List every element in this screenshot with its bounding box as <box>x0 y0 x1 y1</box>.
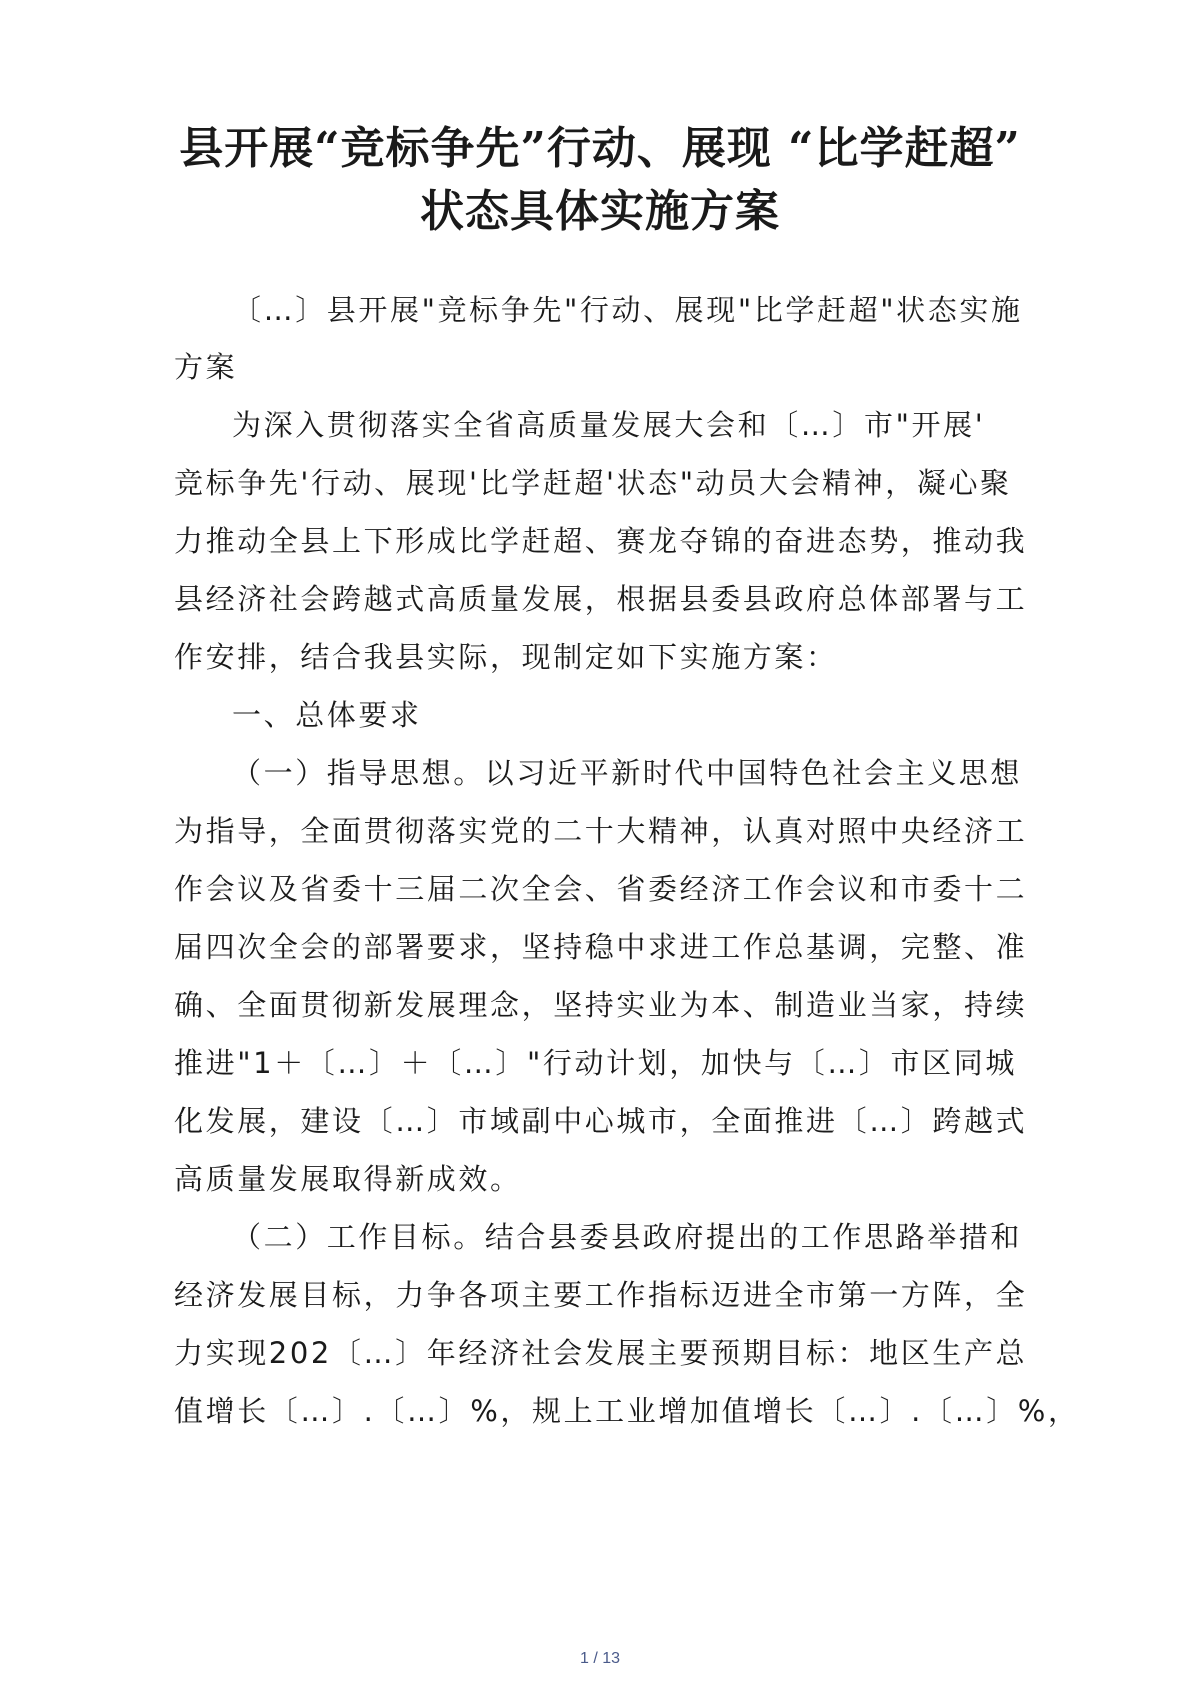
body-line-1: 〔…〕县开展"竞标争先"行动、展现"比学赶超"状态实施 <box>232 293 1023 327</box>
body-line-10: 为指导，全面贯彻落实党的二十大精神，认真对照中央经济工 <box>174 814 1028 848</box>
body-line-3: 为深入贯彻落实全省高质量发展大会和〔…〕市"开展' <box>232 408 986 442</box>
body-line-12: 届四次全会的部署要求，坚持稳中求进工作总基调，完整、准 <box>174 930 1028 964</box>
body-line-14: 推进"1＋〔…〕＋〔…〕"行动计划，加快与〔…〕市区同城 <box>174 1046 1017 1080</box>
page-indicator: 1 / 13 <box>579 1650 621 1667</box>
body-line-2: 方案 <box>174 350 238 384</box>
body-line-20: 值增长〔…〕.〔…〕%，规上工业增加值增长〔…〕.〔…〕%， <box>174 1394 1080 1428</box>
document-title-line-2: 状态具体实施方案 <box>420 186 780 237</box>
body-line-19: 力实现202〔…〕年经济社会发展主要预期目标：地区生产总 <box>174 1336 1028 1370</box>
body-line-16: 高质量发展取得新成效。 <box>174 1162 522 1196</box>
body-line-6: 县经济社会跨越式高质量发展，根据县委县政府总体部署与工 <box>174 582 1028 616</box>
body-line-5: 力推动全县上下形成比学赶超、赛龙夺锦的奋进态势，推动我 <box>174 524 1028 558</box>
body-line-11: 作会议及省委十三届二次全会、省委经济工作会议和市委十二 <box>174 872 1028 906</box>
section-heading-1: 一、总体要求 <box>232 698 422 732</box>
body-line-17: （二）工作目标。结合县委县政府提出的工作思路举措和 <box>232 1220 1023 1254</box>
body-line-13: 确、全面贯彻新发展理念，坚持实业为本、制造业当家，持续 <box>174 988 1028 1022</box>
body-line-15: 化发展，建设〔…〕市域副中心城市，全面推进〔…〕跨越式 <box>174 1104 1028 1138</box>
body-line-4: 竞标争先'行动、展现'比学赶超'状态"动员大会精神，凝心聚 <box>174 466 1012 500</box>
body-line-9: （一）指导思想。以习近平新时代中国特色社会主义思想 <box>232 756 1023 790</box>
body-line-18: 经济发展目标，力争各项主要工作指标迈进全市第一方阵，全 <box>174 1278 1028 1312</box>
body-line-7: 作安排，结合我县实际，现制定如下实施方案： <box>174 640 838 674</box>
document-title-line-1: 县开展“竞标争先”行动、展现 “比学赶超” <box>179 123 1021 174</box>
